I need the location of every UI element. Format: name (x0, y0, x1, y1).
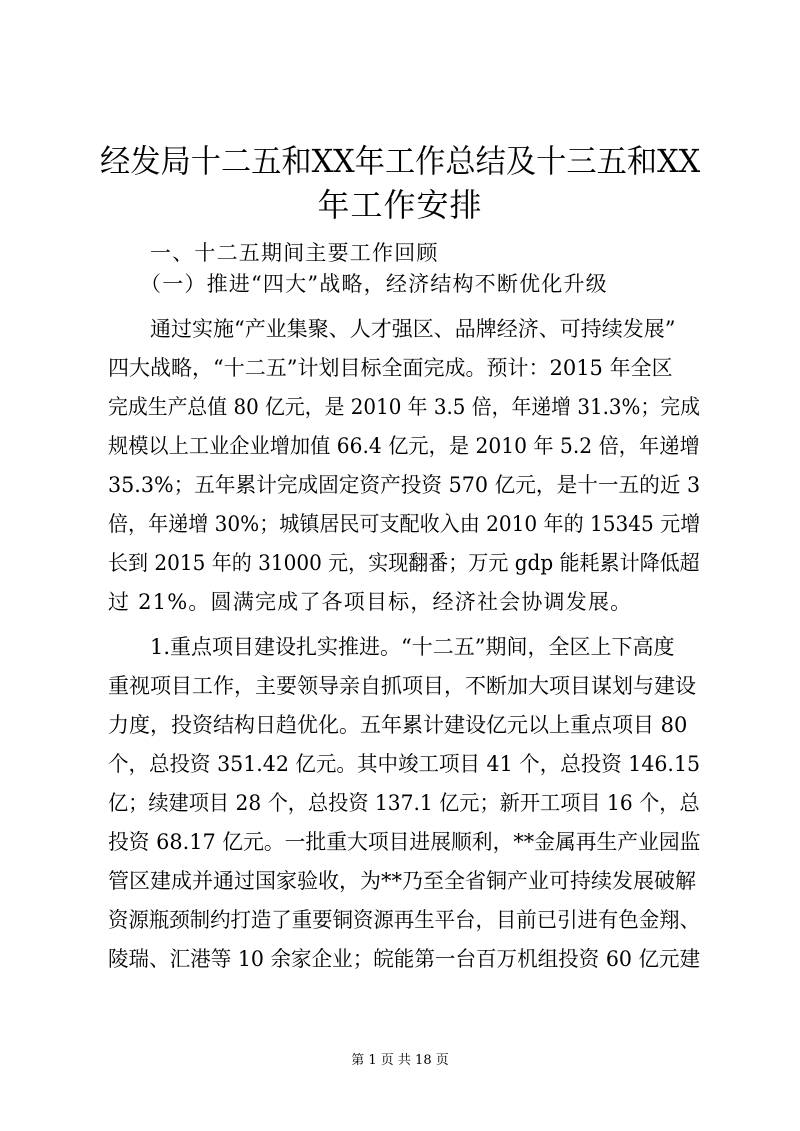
paragraph2-line-2: 重视项目工作，主要领导亲自抓项目，不断加大项目谋划与建设 (108, 674, 696, 698)
paragraph1-line-7: 长到 2015 年的 31000 元，实现翻番；万元 gdp 能耗累计降低超 (108, 551, 700, 575)
subsection-heading: （一）推进“四大”战略，经济结构不断优化升级 (140, 272, 608, 296)
paragraph2-line-9: 陵瑞、汇港等 10 余家企业；皖能第一台百万机组投资 60 亿元建 (108, 947, 701, 971)
paragraph1-line-1: 通过实施“产业集聚、人才强区、品牌经济、可持续发展” (150, 317, 676, 341)
document-title-line-2: 年工作安排 (317, 186, 483, 224)
paragraph2-line-6: 投资 68.17 亿元。一批重大项目进展顺利，**金属再生产业园监 (108, 830, 701, 854)
document-title-line-1: 经发局十二五和XX年工作总结及十三五和XX (100, 142, 701, 180)
paragraph2-line-8: 资源瓶颈制约打造了重要铜资源再生平台，目前已引进有色金翔、 (108, 908, 700, 932)
paragraph2-line-7: 管区建成并通过国家验收，为**乃至全省铜产业可持续发展破解 (108, 869, 696, 893)
paragraph2-line-5: 亿；续建项目 28 个，总投资 137.1 亿元；新开工项目 16 个，总 (108, 791, 700, 815)
paragraph1-line-2: 四大战略，“十二五”计划目标全面完成。预计：2015 年全区 (108, 356, 673, 380)
section-heading: 一、十二五期间主要工作回顾 (150, 241, 439, 265)
paragraph1-line-4: 规模以上工业企业增加值 66.4 亿元，是 2010 年 5.2 倍，年递增 (108, 434, 700, 458)
page-number-footer: 第 1 页 共 18 页 (351, 1053, 449, 1068)
paragraph1-line-3: 完成生产总值 80 亿元，是 2010 年 3.5 倍，年递增 31.3%；完成 (108, 395, 700, 419)
paragraph2-line-4: 个，总投资 351.42 亿元。其中竣工项目 41 个，总投资 146.15 (108, 752, 701, 776)
paragraph2-line-3: 力度，投资结构日趋优化。五年累计建设亿元以上重点项目 80 (108, 713, 688, 737)
paragraph2-line-1: 1.重点项目建设扎实推进。“十二五”期间，全区上下高度 (150, 635, 675, 659)
paragraph1-line-8: 过 21%。圆满完成了各项目标，经济社会协调发展。 (108, 590, 633, 614)
paragraph1-line-5: 35.3%；五年累计完成固定资产投资 570 亿元，是十一五的近 3 (108, 473, 701, 497)
paragraph1-line-6: 倍，年递增 30%；城镇居民可支配收入由 2010 年的 15345 元增 (108, 512, 701, 536)
